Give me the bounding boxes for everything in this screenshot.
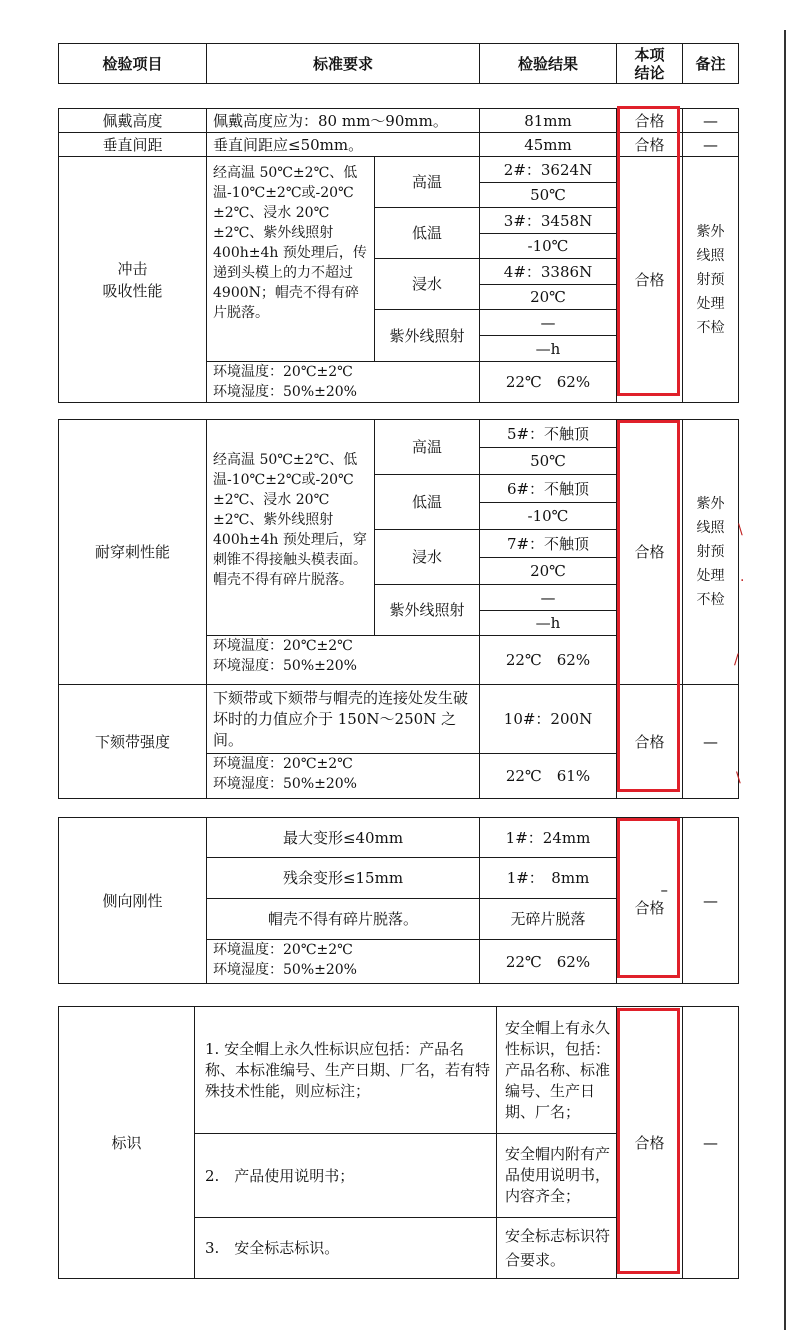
chin-strap-env (206, 753, 480, 799)
impact-high-r1: 2#：3624N (479, 156, 617, 183)
header-conclusion-line2: 结论 (634, 63, 665, 82)
marking-conclusion: 合格 (616, 1006, 683, 1279)
lateral-name: 侧向刚性 (58, 817, 207, 984)
lateral-mark: – (660, 880, 668, 899)
marking-req-1: 1. 安全帽上永久性标识应包括：产品名称、本标准编号、生产日期、厂名，若有特殊技术性能，则应标注； (194, 1006, 497, 1134)
chin-strap-env-result: 22℃ 61% (479, 753, 617, 799)
wearing-height-requirement: 佩戴高度应为：80 mm～90mm。 (206, 108, 480, 133)
pierce-cond-uv: 紫外线照射 (374, 584, 480, 636)
lateral-req-2: 残余变形≤15mm (206, 857, 480, 899)
header-item: 检验项目 (58, 43, 207, 84)
wearing-height-note: — (682, 108, 739, 133)
chin-strap-name: 下颏带强度 (58, 684, 207, 799)
chin-strap-env-hum: 环境湿度：50%±20% (213, 776, 357, 792)
header-conclusion-line1: 本项 (634, 45, 665, 64)
impact-low-r2: -10℃ (479, 233, 617, 259)
pierce-name: 耐穿刺性能 (58, 419, 207, 685)
chin-strap-conclusion: 合格 (616, 684, 683, 799)
impact-env-hum: 环境湿度：50%±20% (213, 384, 357, 400)
impact-high-r2: 50℃ (479, 182, 617, 208)
pierce-low-r2: -10℃ (479, 502, 617, 530)
pierce-cond-high: 高温 (374, 419, 480, 475)
vertical-gap-result: 45mm (479, 132, 617, 157)
marking-note: — (682, 1006, 739, 1279)
pierce-high-r2: 50℃ (479, 447, 617, 475)
margin-tick-4: \ (736, 770, 741, 786)
chin-strap-env-temp: 环境温度：20℃±2℃ (213, 756, 353, 772)
impact-cond-uv: 紫外线照射 (374, 309, 480, 362)
pierce-uv-r1: — (479, 584, 617, 611)
vertical-gap-note: — (682, 132, 739, 157)
wearing-height-name: 佩戴高度 (58, 108, 207, 133)
chin-strap-note: — (682, 684, 739, 799)
margin-tick-1: \ (738, 522, 743, 538)
lateral-conclusion-text: 合格 (634, 898, 665, 917)
marking-name: 标识 (58, 1006, 195, 1279)
pierce-cond-low: 低温 (374, 474, 480, 530)
pierce-note: 紫外线照射预处理不检 (682, 419, 739, 685)
impact-env-result: 22℃ 62% (479, 361, 617, 403)
lateral-req-3: 帽壳不得有碎片脱落。 (206, 898, 480, 940)
lateral-res-1: 1#：24mm (479, 817, 617, 858)
margin-tick-2: · (740, 573, 745, 589)
chin-strap-result: 10#：200N (479, 684, 617, 754)
pierce-low-r1: 6#：不触顶 (479, 474, 617, 503)
marking-req-2: 2. 产品使用说明书； (194, 1133, 497, 1218)
impact-cond-high: 高温 (374, 156, 480, 208)
marking-res-1: 安全帽上有永久性标识，包括：产品名称、标准编号、生产日期、厂名； (496, 1006, 617, 1134)
impact-env-temp: 环境温度：20℃±2℃ (213, 364, 353, 380)
pierce-high-r1: 5#：不触顶 (479, 419, 617, 448)
lateral-env-result: 22℃ 62% (479, 939, 617, 984)
header-note: 备注 (682, 43, 739, 84)
lateral-env (206, 939, 480, 984)
pierce-env-temp: 环境温度：20℃±2℃ (213, 638, 353, 654)
marking-res-3: 安全标志标识符合要求。 (496, 1217, 617, 1279)
impact-name-line2: 吸收性能 (102, 281, 163, 300)
impact-name (58, 156, 207, 403)
marking-res-2: 安全帽内附有产品使用说明书，内容齐全； (496, 1133, 617, 1218)
wearing-height-result: 81mm (479, 108, 617, 133)
impact-name-line1: 冲击 (117, 259, 148, 278)
pierce-cond-water: 浸水 (374, 529, 480, 585)
vertical-gap-name: 垂直间距 (58, 132, 207, 157)
header-requirement: 标准要求 (206, 43, 480, 84)
impact-uv-r2: —h (479, 335, 617, 362)
impact-water-r2: 20℃ (479, 284, 617, 310)
pierce-env (206, 635, 480, 685)
lateral-res-3: 无碎片脱落 (479, 898, 617, 940)
pierce-env-hum: 环境湿度：50%±20% (213, 658, 357, 674)
impact-cond-water: 浸水 (374, 258, 480, 310)
wearing-height-conclusion: 合格 (616, 108, 683, 133)
impact-env (206, 361, 480, 403)
impact-note: 紫外线照射预处理不检 (682, 156, 739, 403)
marking-req-3: 3. 安全标志标识。 (194, 1217, 497, 1279)
header-conclusion (616, 43, 683, 84)
lateral-note: — (682, 817, 739, 984)
chin-strap-requirement: 下颏带或下颏带与帽壳的连接处发生破坏时的力值应介于 150N～250N 之间。 (206, 684, 480, 754)
margin-tick-3: / (734, 652, 739, 668)
lateral-env-temp: 环境温度：20℃±2℃ (213, 942, 353, 958)
impact-uv-r1: — (479, 309, 617, 336)
impact-cond-low: 低温 (374, 207, 480, 259)
impact-low-r1: 3#：3458N (479, 207, 617, 234)
impact-conclusion: 合格 (616, 156, 683, 403)
pierce-conclusion: 合格 (616, 419, 683, 685)
impact-requirement: 经高温 50℃±2℃、低温-10℃±2℃或-20℃±2℃、浸水 20℃±2℃、紫外线照射 400h±4h 预处理后，传递到头模上的力不超过 4900N；帽壳不得有碎片脱落。 (206, 156, 375, 362)
impact-water-r1: 4#：3386N (479, 258, 617, 285)
vertical-gap-conclusion: 合格 (616, 132, 683, 157)
pierce-env-result: 22℃ 62% (479, 635, 617, 685)
pierce-requirement: 经高温 50℃±2℃、低温-10℃±2℃或-20℃±2℃、浸水 20℃±2℃、紫外线照射 400h±4h 预处理后，穿刺锥不得接触头模表面。帽壳不得有碎片脱落。 (206, 419, 375, 636)
page-edge-line (784, 30, 786, 1330)
header-result: 检验结果 (479, 43, 617, 84)
lateral-conclusion (616, 817, 683, 984)
lateral-req-1: 最大变形≤40mm (206, 817, 480, 858)
lateral-env-hum: 环境湿度：50%±20% (213, 962, 357, 978)
lateral-res-2: 1#： 8mm (479, 857, 617, 899)
pierce-water-r2: 20℃ (479, 557, 617, 585)
pierce-water-r1: 7#：不触顶 (479, 529, 617, 558)
pierce-uv-r2: —h (479, 610, 617, 636)
vertical-gap-requirement: 垂直间距应≤50mm。 (206, 132, 480, 157)
